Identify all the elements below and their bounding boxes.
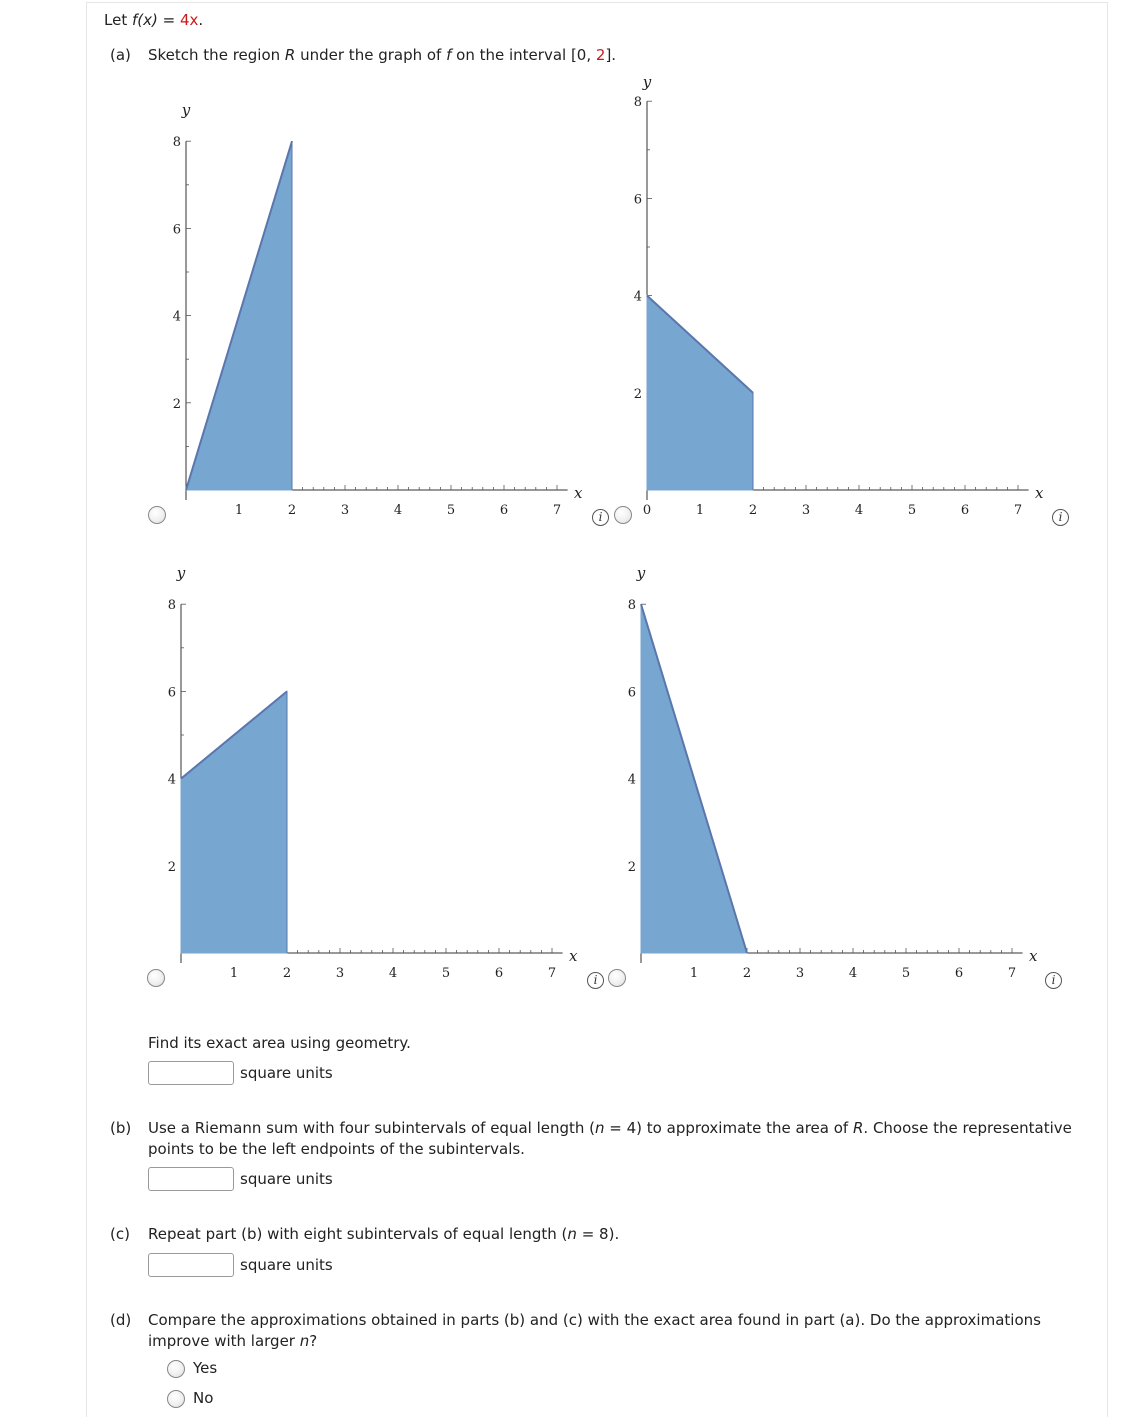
part-c-prefix: Repeat part (b) with eight subintervals of equal length ( <box>148 1225 568 1243</box>
part-b-answer-row <box>148 1165 333 1193</box>
x-tick-label: 4 <box>388 966 398 981</box>
option-no-label: No <box>193 1389 214 1407</box>
y-tick-label: 6 <box>633 192 642 208</box>
intro-eq: = <box>157 11 180 29</box>
graph-option-3 <box>125 555 595 995</box>
x-tick-label: 7 <box>547 966 557 981</box>
y-axis-label: y <box>181 101 191 120</box>
part-b-line2: points to be the left endpoints of the subintervals. <box>148 1140 525 1158</box>
y-tick-label: 2 <box>627 859 636 875</box>
x-tick-label: 6 <box>494 966 504 981</box>
x-tick-label: 6 <box>960 503 970 518</box>
x-tick-label: 5 <box>441 966 451 981</box>
part-b-unit: square units <box>240 1170 333 1188</box>
intro-prefix: Let <box>104 11 132 29</box>
part-c-answer-row <box>148 1251 333 1279</box>
y-tick-label: 6 <box>627 685 636 701</box>
part-a-mid2: on the interval [0, <box>451 46 596 64</box>
part-b-line1 <box>148 1118 1072 1139</box>
part-a-f: f <box>446 46 452 64</box>
graph-option-1-info-icon[interactable]: i <box>592 509 609 526</box>
region-fill <box>647 296 753 490</box>
y-tick-label: 2 <box>633 386 642 402</box>
part-b-n: n <box>595 1119 605 1137</box>
x-axis-label: x <box>573 484 583 502</box>
x-axis-label: x <box>1034 484 1044 502</box>
x-tick-label: 7 <box>1007 966 1017 981</box>
option-no-radio[interactable] <box>167 1390 185 1408</box>
x-tick-label: 5 <box>907 503 917 518</box>
option-yes-radio[interactable] <box>167 1360 185 1378</box>
part-a-end: ]. <box>605 46 617 64</box>
intro-fx: f(x) <box>131 11 158 29</box>
graph-option-3-radio[interactable] <box>147 969 165 987</box>
part-b-end: . Choose the representative <box>863 1119 1072 1137</box>
x-axis-label: x <box>1028 947 1038 965</box>
part-b-answer-input[interactable] <box>148 1167 234 1191</box>
graph-option-4-info-icon[interactable]: i <box>1045 972 1062 989</box>
graph-option-4-radio[interactable] <box>608 969 626 987</box>
graph-option-2 <box>595 73 1065 530</box>
y-axis-label: y <box>642 73 652 92</box>
part-d-line2 <box>148 1331 317 1352</box>
part-d-line2-end: ? <box>309 1332 318 1350</box>
x-tick-label: 2 <box>742 966 752 981</box>
x-axis-label: x <box>568 947 578 965</box>
y-tick-label: 4 <box>172 309 181 325</box>
part-c-suffix: = 8). <box>576 1225 620 1243</box>
part-d-label: (d) <box>110 1311 132 1329</box>
graph-option-2-info-icon[interactable]: i <box>1052 509 1069 526</box>
y-tick-label: 8 <box>167 598 176 614</box>
part-c-label: (c) <box>110 1225 130 1243</box>
y-tick-label: 8 <box>627 598 636 614</box>
x-tick-label: 4 <box>854 503 864 518</box>
part-a-prefix: Sketch the region <box>148 46 285 64</box>
x-tick-label: 5 <box>901 966 911 981</box>
part-a-R: R <box>284 46 296 64</box>
find-area-text: Find its exact area using geometry. <box>148 1034 411 1052</box>
part-a-text <box>148 45 616 66</box>
part-c-n: n <box>567 1225 577 1243</box>
y-tick-label: 2 <box>167 859 176 875</box>
part-d-line1: Compare the approximations obtained in parts (b) and (c) with the exact area found in part (a). Do the approximations <box>148 1311 1041 1329</box>
problem-intro <box>104 10 203 31</box>
y-tick-label: 8 <box>633 95 642 111</box>
x-tick-label: 6 <box>954 966 964 981</box>
part-b-suffix: = 4) to approximate the area of <box>604 1119 853 1137</box>
part-a-unit: square units <box>240 1064 333 1082</box>
part-a-2: 2 <box>595 46 606 64</box>
x-tick-label: 2 <box>287 503 297 518</box>
x-tick-label: 1 <box>689 966 699 981</box>
x-tick-label: 7 <box>552 503 562 518</box>
region-fill <box>181 691 287 953</box>
y-axis-label: y <box>636 564 646 583</box>
y-tick-label: 6 <box>167 685 176 701</box>
part-d-n: n <box>299 1332 310 1350</box>
x-tick-label: 4 <box>393 503 403 518</box>
part-b-prefix: Use a Riemann sum with four subintervals of equal length ( <box>148 1119 596 1137</box>
zero-label: 0 <box>642 503 652 518</box>
x-tick-label: 3 <box>801 503 811 518</box>
graph-option-2-radio[interactable] <box>614 506 632 524</box>
part-d-line2-prefix: improve with larger <box>148 1332 300 1350</box>
x-tick-label: 3 <box>795 966 805 981</box>
y-tick-label: 2 <box>172 396 181 412</box>
y-tick-label: 6 <box>172 222 181 238</box>
x-tick-label: 4 <box>848 966 858 981</box>
part-a-mid: under the graph of <box>295 46 447 64</box>
part-c-answer-input[interactable] <box>148 1253 234 1277</box>
x-tick-label: 1 <box>695 503 705 518</box>
option-yes-label: Yes <box>193 1359 218 1377</box>
graph-option-1-radio[interactable] <box>148 506 166 524</box>
x-tick-label: 2 <box>282 966 292 981</box>
x-tick-label: 5 <box>446 503 456 518</box>
y-tick-label: 8 <box>172 135 181 151</box>
intro-end: . <box>198 11 204 29</box>
x-tick-label: 3 <box>335 966 345 981</box>
part-a-answer-row <box>148 1059 333 1087</box>
y-tick-label: 4 <box>633 289 642 305</box>
x-tick-label: 2 <box>748 503 758 518</box>
part-b-label: (b) <box>110 1119 132 1137</box>
x-tick-label: 3 <box>340 503 350 518</box>
graph-option-3-info-icon[interactable]: i <box>587 972 604 989</box>
x-tick-label: 7 <box>1013 503 1023 518</box>
x-tick-label: 1 <box>229 966 239 981</box>
y-tick-label: 4 <box>627 772 636 788</box>
part-a-label: (a) <box>110 46 131 64</box>
y-tick-label: 4 <box>167 772 176 788</box>
graph-option-1 <box>130 90 600 530</box>
y-axis-label: y <box>176 564 186 583</box>
part-c-unit: square units <box>240 1256 333 1274</box>
intro-rhs: 4x <box>179 11 199 29</box>
part-c-text <box>148 1224 619 1245</box>
graph-option-4 <box>585 555 1055 995</box>
x-tick-label: 6 <box>499 503 509 518</box>
x-tick-label: 1 <box>234 503 244 518</box>
part-a-answer-input[interactable] <box>148 1061 234 1085</box>
part-b-R: R <box>852 1119 864 1137</box>
